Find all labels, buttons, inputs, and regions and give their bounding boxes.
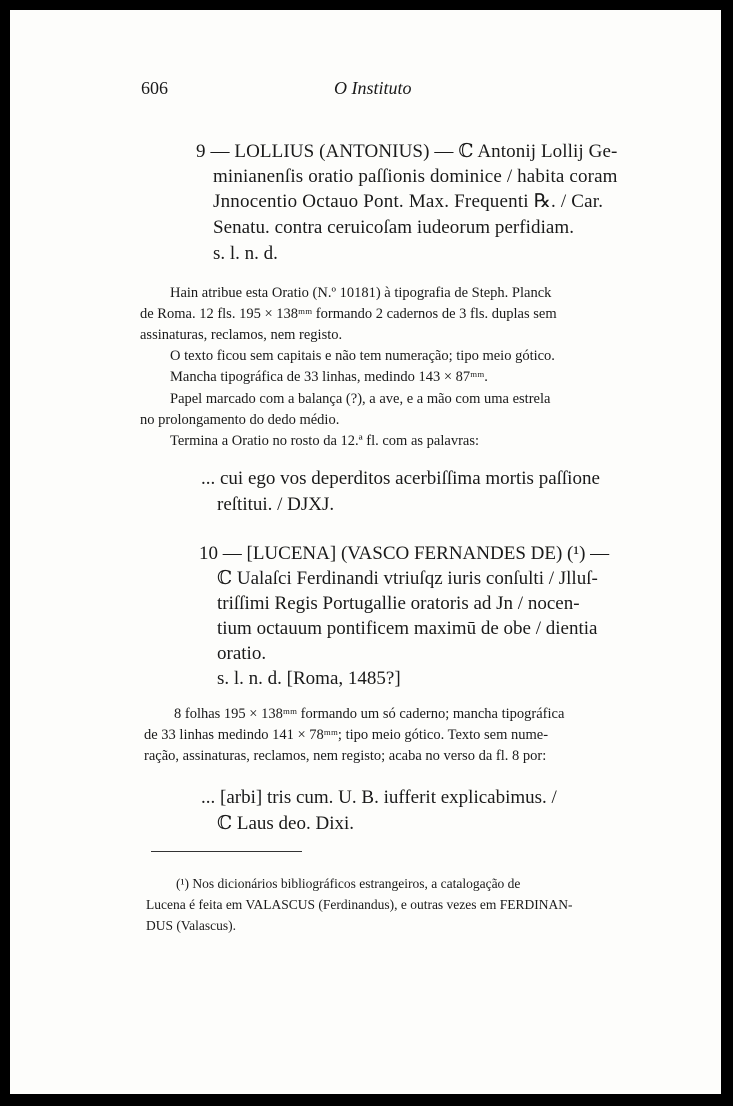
entry-10-line: oratio. (217, 643, 267, 664)
note-9-line: Hain atribue esta Oratio (N.º 10181) à tipografia de Steph. Planck (170, 285, 552, 301)
footnote-line: (¹) Nos dicionários bibliográficos estrangeiros, a catalogação de (176, 876, 521, 891)
entry-10-line: s. l. n. d. [Roma, 1485?] (217, 668, 401, 689)
entry-9-line: Senatu. contra ceruicoſam iudeorum perfidiam. (213, 217, 575, 238)
note-9-line: Papel marcado com a balança (?), a ave, e a mão com uma estrela (170, 391, 551, 407)
entry-9-line: minianenſis oratio paſſionis dominice / habita coram (213, 166, 618, 187)
note-9-line: assinaturas, reclamos, nem registo. (140, 327, 343, 343)
quote-10-line: ... [arbi] tris cum. U. B. iufferit explicabimus. / (201, 787, 557, 808)
note-10-line: 8 folhas 195 × 138ᵐᵐ formando um só caderno; mancha tipográfica (174, 706, 565, 722)
entry-9-line: s. l. n. d. (213, 243, 278, 264)
note-9-line: de Roma. 12 fls. 195 × 138ᵐᵐ formando 2 cadernos de 3 fls. duplas sem (140, 306, 557, 322)
note-10-line: ração, assinaturas, reclamos, nem registo; acaba no verso da fl. 8 por: (144, 748, 547, 764)
entry-9-line: Jnnocentio Octauo Pont. Max. Frequenti ℞. / Car. (213, 191, 604, 212)
running-title: O Instituto (334, 78, 412, 98)
page-number: 606 (141, 78, 168, 98)
quote-9-line: ... cui ego vos deperditos acerbiſſima mortis paſſione (201, 468, 600, 489)
entry-10-line: 10 — [LUCENA] (VASCO FERNANDES DE) (¹) — (199, 543, 610, 564)
note-9-line: Termina a Oratio no rosto da 12.ª fl. com as palavras: (170, 433, 480, 449)
note-9-line: Mancha tipográfica de 33 linhas, medindo 143 × 87ᵐᵐ. (170, 369, 488, 385)
footnote-line: Lucena é feita em VALASCUS (Ferdinandus), e outras vezes em FERDINAN- (146, 897, 573, 912)
footnote-line: DUS (Valascus). (146, 918, 236, 933)
entry-10-line: ℂ Ualaſci Ferdinandi vtriuſqz iuris conſulti / Jlluſ- (217, 568, 598, 589)
footnote-rule (151, 851, 302, 852)
note-10-line: de 33 linhas medindo 141 × 78ᵐᵐ; tipo meio gótico. Texto sem nume- (144, 727, 549, 743)
entry-9-line: 9 — LOLLIUS (ANTONIUS) — ℂ Antonij Lollij Ge- (196, 141, 618, 162)
entry-10-line: triſſimi Regis Portugallie oratoris ad Jn / nocen- (217, 593, 580, 614)
note-9-line: O texto ficou sem capitais e não tem numeração; tipo meio gótico. (170, 348, 555, 364)
note-9-line: no prolongamento do dedo médio. (140, 412, 340, 428)
entry-10-line: tium octauum pontificem maximū de obe / dientia (217, 618, 598, 639)
book-page (10, 10, 721, 1094)
quote-10-line: ℂ Laus deo. Dixi. (217, 813, 355, 834)
quote-9-line: reſtitui. / DJXJ. (217, 494, 335, 515)
